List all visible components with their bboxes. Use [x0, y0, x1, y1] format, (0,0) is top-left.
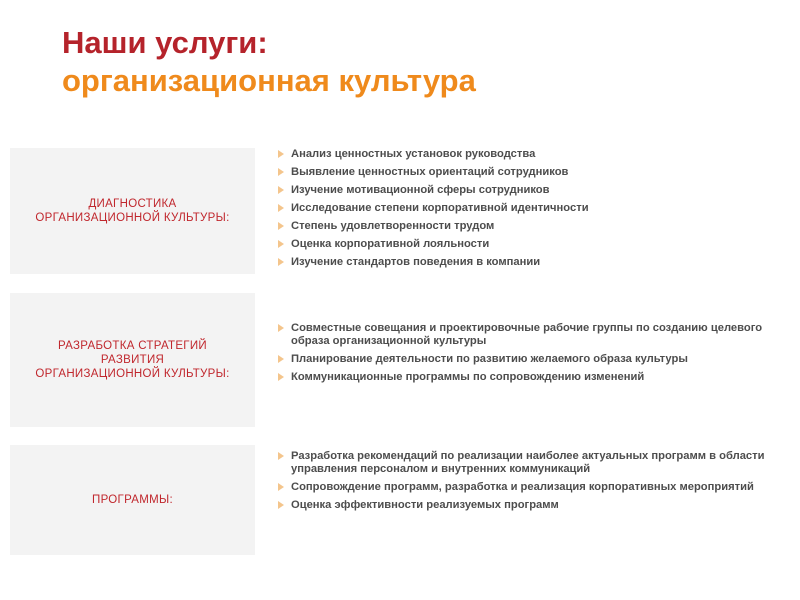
bullet-arrow-icon: [278, 501, 284, 509]
title-line-2: организационная культура: [62, 63, 476, 98]
diagnostics-list: [278, 148, 778, 274]
list-item: Выявление ценностных ориентаций сотрудников: [278, 166, 778, 179]
title-line-1: Наши услуги:: [62, 25, 268, 60]
list-item: Оценка корпоративной лояльности: [278, 238, 778, 251]
list-item: Исследование степени корпоративной идентичности: [278, 202, 778, 215]
section-label-programs: [10, 445, 255, 555]
list-item: Планирование деятельности по развитию желаемого образа культуры: [278, 353, 778, 366]
bullet-arrow-icon: [278, 186, 284, 194]
list-item: Оценка эффективности реализуемых программ: [278, 499, 778, 512]
list-item: Изучение мотивационной сферы сотрудников: [278, 184, 778, 197]
bullet-arrow-icon: [278, 258, 284, 266]
section-label-text: ДИАГНОСТИКА ОРГАНИЗАЦИОННОЙ КУЛЬТУРЫ:: [35, 198, 230, 224]
bullet-arrow-icon: [278, 240, 284, 248]
section-label-text: РАЗРАБОТКА СТРАТЕГИЙ РАЗВИТИЯ ОРГАНИЗАЦИОННОЙ КУЛЬТУРЫ:: [35, 340, 230, 380]
bullet-arrow-icon: [278, 355, 284, 363]
bullet-arrow-icon: [278, 483, 284, 491]
section-label-strategy: [10, 293, 255, 427]
list-item: Анализ ценностных установок руководства: [278, 148, 778, 161]
list-item: Степень удовлетворенности трудом: [278, 220, 778, 233]
bullet-arrow-icon: [278, 204, 284, 212]
bullet-arrow-icon: [278, 168, 284, 176]
section-label-text: ПРОГРАММЫ:: [92, 494, 173, 506]
bullet-arrow-icon: [278, 452, 284, 460]
section-label-diagnostics: [10, 148, 255, 274]
list-item: Сопровождение программ, разработка и реализация корпоративных мероприятий: [278, 481, 778, 494]
list-item: Изучение стандартов поведения в компании: [278, 256, 778, 269]
page-title: [62, 24, 476, 100]
list-item: Разработка рекомендаций по реализации наиболее актуальных программ в области управления персоналом и внутренних коммуникаций: [278, 450, 778, 476]
bullet-arrow-icon: [278, 324, 284, 332]
bullet-arrow-icon: [278, 373, 284, 381]
bullet-arrow-icon: [278, 150, 284, 158]
bullet-arrow-icon: [278, 222, 284, 230]
list-item: Совместные совещания и проектировочные рабочие группы по созданию целевого образа организационной культуры: [278, 322, 778, 348]
strategy-list: [278, 322, 778, 389]
list-item: Коммуникационные программы по сопровождению изменений: [278, 371, 778, 384]
programs-list: [278, 450, 778, 517]
